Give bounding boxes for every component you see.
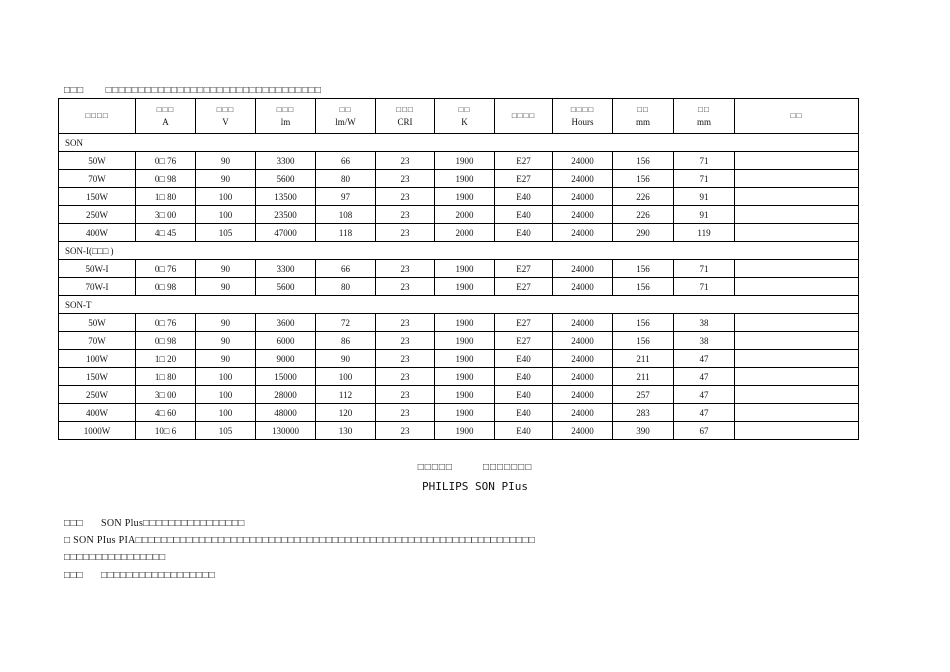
table-cell: 48000 xyxy=(256,404,316,422)
table-cell: 400W xyxy=(59,404,136,422)
table-cell xyxy=(735,404,859,422)
table-cell: 24000 xyxy=(553,368,613,386)
table-cell: 1900 xyxy=(435,386,495,404)
header-cell xyxy=(256,99,316,134)
table-cell: 150W xyxy=(59,188,136,206)
table-cell: 1900 xyxy=(435,278,495,296)
section-subtitle: PHILIPS SON PIus xyxy=(422,480,528,493)
header-cell xyxy=(435,99,495,134)
section-row xyxy=(59,242,859,260)
table-row xyxy=(59,152,859,170)
table-cell: 90 xyxy=(196,278,256,296)
paragraph-4-number: □□□ xyxy=(64,570,84,581)
table-cell: 3□ 00 xyxy=(136,206,196,224)
table-cell: 91 xyxy=(674,206,735,224)
table-cell: 0□ 98 xyxy=(136,332,196,350)
table-cell: 24000 xyxy=(553,332,613,350)
header-unit: lm/W xyxy=(335,117,356,127)
table-cell: 226 xyxy=(613,188,674,206)
header-label: □□ xyxy=(790,111,803,120)
table-cell: 150W xyxy=(59,368,136,386)
table-cell: 50W-I xyxy=(59,260,136,278)
paragraph-1-text: SON Plus□□□□□□□□□□□□□□□□ xyxy=(101,518,245,529)
table-cell: 156 xyxy=(613,278,674,296)
table-cell: 90 xyxy=(196,314,256,332)
header-cell xyxy=(613,99,674,134)
table-cell: 24000 xyxy=(553,278,613,296)
section-label: SON-I(□□□ ) xyxy=(59,242,859,260)
table-cell: 24000 xyxy=(553,188,613,206)
header-cell xyxy=(316,99,376,134)
table-row xyxy=(59,368,859,386)
table-cell: 47 xyxy=(674,404,735,422)
table-cell: 3600 xyxy=(256,314,316,332)
table-cell xyxy=(735,170,859,188)
table-cell: 72 xyxy=(316,314,376,332)
header-cell xyxy=(136,99,196,134)
table-cell: 23 xyxy=(376,152,435,170)
table-cell xyxy=(735,152,859,170)
table-header-row xyxy=(59,99,859,134)
table-cell: 100 xyxy=(196,386,256,404)
table-cell: 90 xyxy=(196,350,256,368)
table-cell: 47 xyxy=(674,386,735,404)
table-cell: E40 xyxy=(495,206,553,224)
table-cell: 66 xyxy=(316,152,376,170)
table-cell: 3300 xyxy=(256,152,316,170)
header-cell xyxy=(59,99,136,134)
table-cell: 250W xyxy=(59,386,136,404)
table-cell xyxy=(735,386,859,404)
table-cell: 1900 xyxy=(435,350,495,368)
table-caption xyxy=(64,85,321,96)
table-cell: 23 xyxy=(376,332,435,350)
table-row xyxy=(59,422,859,440)
table-cell: 105 xyxy=(196,422,256,440)
header-cell xyxy=(495,99,553,134)
header-label: □□□□ xyxy=(511,111,536,120)
table-cell: 80 xyxy=(316,278,376,296)
table-cell xyxy=(735,350,859,368)
caption-number: □□□ xyxy=(64,85,84,96)
table-cell: 3300 xyxy=(256,260,316,278)
table-cell: 2000 xyxy=(435,206,495,224)
table-cell: 23 xyxy=(376,386,435,404)
table-cell: 71 xyxy=(674,170,735,188)
table-cell: E40 xyxy=(495,404,553,422)
table-cell: E40 xyxy=(495,422,553,440)
table-cell: 24000 xyxy=(553,422,613,440)
section-label: SON-T xyxy=(59,296,859,314)
table-cell xyxy=(735,332,859,350)
table-cell: 1□ 20 xyxy=(136,350,196,368)
table-cell: 5600 xyxy=(256,170,316,188)
table-cell: 47 xyxy=(674,350,735,368)
caption-text: □□□□□□□□□□□□□□□□□□□□□□□□□□□□□□□□□ xyxy=(105,85,322,96)
table-cell: 1□ 80 xyxy=(136,368,196,386)
table-cell: 24000 xyxy=(553,206,613,224)
table-cell xyxy=(735,278,859,296)
table-cell: 156 xyxy=(613,314,674,332)
table-row xyxy=(59,350,859,368)
table-cell: E27 xyxy=(495,260,553,278)
table-cell: 100W xyxy=(59,350,136,368)
table-cell: 91 xyxy=(674,188,735,206)
table-cell: 1900 xyxy=(435,314,495,332)
table-cell: 0□ 76 xyxy=(136,314,196,332)
header-label: □□ xyxy=(637,105,649,114)
header-cell xyxy=(553,99,613,134)
header-label: □□□□ xyxy=(85,111,109,120)
table-cell: 108 xyxy=(316,206,376,224)
header-unit: V xyxy=(222,117,229,127)
table-cell: 1□ 80 xyxy=(136,188,196,206)
table-cell xyxy=(735,188,859,206)
table-cell xyxy=(735,206,859,224)
header-label: □□□ xyxy=(216,105,235,114)
table-cell: 105 xyxy=(196,224,256,242)
header-label: □□□ xyxy=(396,105,414,114)
header-unit: K xyxy=(461,117,468,127)
header-unit: CRI xyxy=(397,117,413,127)
header-label: □□ xyxy=(458,105,471,114)
table-cell: 24000 xyxy=(553,350,613,368)
header-cell xyxy=(674,99,735,134)
table-cell: 90 xyxy=(316,350,376,368)
table-row xyxy=(59,314,859,332)
header-cell xyxy=(735,99,859,134)
table-cell: 5600 xyxy=(256,278,316,296)
table-cell: 1900 xyxy=(435,170,495,188)
table-row xyxy=(59,224,859,242)
table-cell: 23 xyxy=(376,368,435,386)
table-cell: 250W xyxy=(59,206,136,224)
table-cell: 24000 xyxy=(553,152,613,170)
header-unit: Hours xyxy=(571,117,594,127)
table-cell: 90 xyxy=(196,332,256,350)
table-cell: 257 xyxy=(613,386,674,404)
table-cell: 0□ 98 xyxy=(136,278,196,296)
table-cell: E27 xyxy=(495,170,553,188)
header-label: □□ xyxy=(698,105,710,114)
table-cell: 4□ 60 xyxy=(136,404,196,422)
table-cell: 50W xyxy=(59,152,136,170)
table-cell: 226 xyxy=(613,206,674,224)
table-row xyxy=(59,170,859,188)
table-cell: 23 xyxy=(376,260,435,278)
paragraph-1 xyxy=(64,518,245,529)
table-cell: 130 xyxy=(316,422,376,440)
table-cell: 90 xyxy=(196,260,256,278)
table-cell: 23 xyxy=(376,314,435,332)
table-cell: 156 xyxy=(613,332,674,350)
table-cell: 1900 xyxy=(435,368,495,386)
table-cell: E40 xyxy=(495,368,553,386)
table-cell: 0□ 76 xyxy=(136,260,196,278)
table-cell: E40 xyxy=(495,386,553,404)
table-cell: 1900 xyxy=(435,260,495,278)
table-cell: 80 xyxy=(316,170,376,188)
header-label: □□□ xyxy=(156,105,175,114)
table-cell: 97 xyxy=(316,188,376,206)
table-cell: 130000 xyxy=(256,422,316,440)
table-cell: 66 xyxy=(316,260,376,278)
table-cell: 156 xyxy=(613,260,674,278)
table-cell: 23 xyxy=(376,224,435,242)
table-cell: 100 xyxy=(316,368,376,386)
table-row xyxy=(59,278,859,296)
table-cell: E27 xyxy=(495,314,553,332)
table-cell: 120 xyxy=(316,404,376,422)
table-cell: 6000 xyxy=(256,332,316,350)
table-cell: E27 xyxy=(495,332,553,350)
table-cell: 2000 xyxy=(435,224,495,242)
table-cell: 67 xyxy=(674,422,735,440)
table-cell: E40 xyxy=(495,224,553,242)
table-cell: E40 xyxy=(495,188,553,206)
section-title-part-b: □□□□□□□ xyxy=(482,462,533,473)
table-cell: 1900 xyxy=(435,152,495,170)
header-label: □□□□ xyxy=(570,105,595,114)
table-cell: 156 xyxy=(613,152,674,170)
table-row xyxy=(59,404,859,422)
table-cell: E40 xyxy=(495,350,553,368)
table-cell: 100 xyxy=(196,404,256,422)
table-cell: 50W xyxy=(59,314,136,332)
table-cell: 24000 xyxy=(553,170,613,188)
table-cell: 118 xyxy=(316,224,376,242)
table-cell: 24000 xyxy=(553,224,613,242)
table-cell: 10□ 6 xyxy=(136,422,196,440)
table-cell: 86 xyxy=(316,332,376,350)
table-cell: 24000 xyxy=(553,314,613,332)
table-cell: 28000 xyxy=(256,386,316,404)
table-cell: 112 xyxy=(316,386,376,404)
table-cell: 0□ 98 xyxy=(136,170,196,188)
section-title-part-a: □□□□□ xyxy=(417,462,453,473)
header-cell xyxy=(196,99,256,134)
table-cell: 13500 xyxy=(256,188,316,206)
table-cell: 24000 xyxy=(553,260,613,278)
table-cell xyxy=(735,224,859,242)
paragraph-2: □ SON PIus PIA□□□□□□□□□□□□□□□□□□□□□□□□□□□□□□□□□□□□□□□□□□□□□□□□□□□□□□□□□□□□□□□ xyxy=(64,535,536,546)
table-cell: 71 xyxy=(674,152,735,170)
section-row xyxy=(59,296,859,314)
header-label: □□ xyxy=(339,105,352,114)
table-cell: 23 xyxy=(376,422,435,440)
table-cell: 1900 xyxy=(435,188,495,206)
table-row xyxy=(59,188,859,206)
table-cell xyxy=(735,314,859,332)
table-cell: 71 xyxy=(674,260,735,278)
table-cell: 100 xyxy=(196,368,256,386)
table-cell: 1000W xyxy=(59,422,136,440)
header-unit: mm xyxy=(696,117,711,127)
table-row xyxy=(59,332,859,350)
paragraph-4 xyxy=(64,570,215,581)
header-unit: lm xyxy=(280,117,291,127)
header-label: □□□ xyxy=(276,105,295,114)
table-cell: 24000 xyxy=(553,404,613,422)
table-cell: 15000 xyxy=(256,368,316,386)
paragraph-1-number: □□□ xyxy=(64,518,84,529)
table-cell: 23 xyxy=(376,404,435,422)
table-cell: 211 xyxy=(613,350,674,368)
table-cell: 90 xyxy=(196,152,256,170)
table-cell: 38 xyxy=(674,314,735,332)
table-cell: 1900 xyxy=(435,422,495,440)
table-cell: 90 xyxy=(196,170,256,188)
table-cell: 390 xyxy=(613,422,674,440)
table-cell: 0□ 76 xyxy=(136,152,196,170)
table-cell: 4□ 45 xyxy=(136,224,196,242)
table-cell: 211 xyxy=(613,368,674,386)
table-cell: 400W xyxy=(59,224,136,242)
table-cell: 47000 xyxy=(256,224,316,242)
table-cell xyxy=(735,422,859,440)
header-cell xyxy=(376,99,435,134)
table-cell: 283 xyxy=(613,404,674,422)
table-cell: 156 xyxy=(613,170,674,188)
section-title xyxy=(0,462,950,473)
table-cell: 100 xyxy=(196,206,256,224)
table-cell: 23 xyxy=(376,188,435,206)
table-cell xyxy=(735,368,859,386)
table-cell: 23500 xyxy=(256,206,316,224)
table-cell: E27 xyxy=(495,278,553,296)
lamp-spec-table xyxy=(58,98,859,440)
section-label: SON xyxy=(59,134,859,152)
table-cell: 119 xyxy=(674,224,735,242)
section-row xyxy=(59,134,859,152)
table-cell: 70W-I xyxy=(59,278,136,296)
table-cell: 70W xyxy=(59,332,136,350)
table-cell: 23 xyxy=(376,350,435,368)
paragraph-4-text: □□□□□□□□□□□□□□□□□□ xyxy=(101,570,216,581)
table-cell: 290 xyxy=(613,224,674,242)
header-unit: mm xyxy=(635,117,650,127)
paragraph-3: □□□□□□□□□□□□□□□□ xyxy=(64,552,166,563)
table-cell: 23 xyxy=(376,278,435,296)
table-cell xyxy=(735,260,859,278)
table-cell: 9000 xyxy=(256,350,316,368)
table-row xyxy=(59,386,859,404)
table-cell: 100 xyxy=(196,188,256,206)
header-unit: A xyxy=(162,117,169,127)
table-cell: 24000 xyxy=(553,386,613,404)
table-cell: 1900 xyxy=(435,404,495,422)
table-cell: 23 xyxy=(376,170,435,188)
table-cell: 38 xyxy=(674,332,735,350)
table-cell: E27 xyxy=(495,152,553,170)
table-cell: 23 xyxy=(376,206,435,224)
table-cell: 70W xyxy=(59,170,136,188)
table-cell: 3□ 00 xyxy=(136,386,196,404)
table-cell: 1900 xyxy=(435,332,495,350)
table-cell: 47 xyxy=(674,368,735,386)
table-row xyxy=(59,260,859,278)
table-row xyxy=(59,206,859,224)
table-cell: 71 xyxy=(674,278,735,296)
